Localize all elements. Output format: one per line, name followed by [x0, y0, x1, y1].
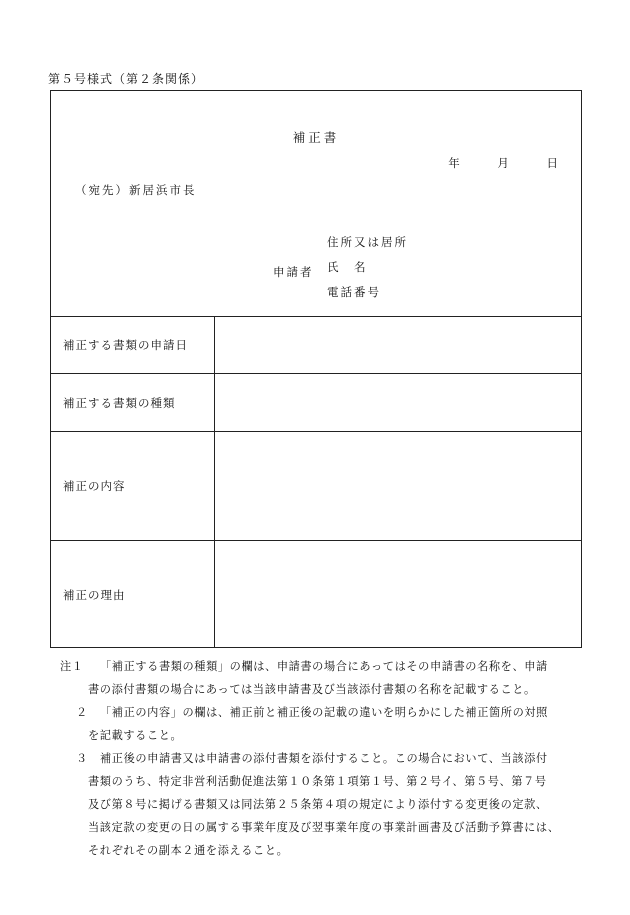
date-year: 年 — [448, 156, 461, 170]
row-document-type — [51, 374, 581, 432]
addressee: （宛先）新居浜市長 — [75, 183, 197, 197]
row-label: 補正の内容 — [51, 432, 215, 540]
applicant-address-label: 住所又は居所 — [327, 235, 408, 249]
note-item — [60, 655, 600, 701]
row-label: 補正の理由 — [51, 541, 215, 648]
notes — [60, 655, 600, 862]
correction-content-field[interactable] — [215, 432, 581, 540]
date-line — [448, 155, 559, 171]
note-line: 「補正の内容」の欄は、補正前と補正後の記載の違いを明らかにした補正箇所の対照 — [100, 706, 548, 719]
note-line: 「補正する書類の種類」の欄は、申請書の場合にあってはその申請書の名称を、申請 — [100, 660, 548, 673]
row-label: 補正する書類の種類 — [51, 374, 215, 431]
applicant-name-label: 氏 名 — [327, 260, 368, 274]
date-day: 日 — [546, 156, 559, 170]
note-line: 当該定款の変更の日の属する事業年度及び翌事業年度の事業計画書及び活動予算書には、 — [88, 821, 560, 834]
note-number: ３ — [76, 752, 88, 765]
row-correction-content — [51, 432, 581, 541]
note-line: 補正後の申請書又は申請書の添付書類を添付すること。この場合において、当該添付 — [100, 752, 548, 765]
date-month: 月 — [497, 156, 510, 170]
note-line: それぞれその副本２通を添えること。 — [88, 844, 289, 857]
note-line: 書の添付書類の場合にあっては当該申請書及び当該添付書類の名称を記載すること。 — [88, 683, 536, 696]
form-number: 第５号様式（第２条関係） — [48, 72, 205, 86]
document-title: 補正書 — [292, 130, 340, 145]
row-application-date — [51, 316, 581, 374]
application-date-field[interactable] — [215, 316, 581, 373]
note-number: 注１ — [60, 660, 84, 673]
note-number: ２ — [76, 706, 88, 719]
note-item — [60, 747, 600, 862]
row-correction-reason — [51, 541, 581, 648]
applicant-label: 申請者 — [273, 265, 314, 279]
applicant-phone-label: 電話番号 — [327, 285, 381, 299]
correction-reason-field[interactable] — [215, 541, 581, 648]
note-line: 及び第８号に掲げる書類又は同法第２５条第４項の規定により添付する変更後の定款、 — [88, 798, 548, 811]
document-type-field[interactable] — [215, 374, 581, 431]
form-frame — [50, 90, 582, 648]
row-label: 補正する書類の申請日 — [51, 316, 215, 373]
note-line: を記載すること。 — [88, 729, 183, 742]
applicant-fields — [327, 234, 408, 309]
note-line: 書類のうち、特定非営利活動促進法第１０条第１項第１号、第２号イ、第５号、第７号 — [88, 775, 547, 788]
header-area — [51, 91, 581, 317]
note-item — [60, 701, 600, 747]
